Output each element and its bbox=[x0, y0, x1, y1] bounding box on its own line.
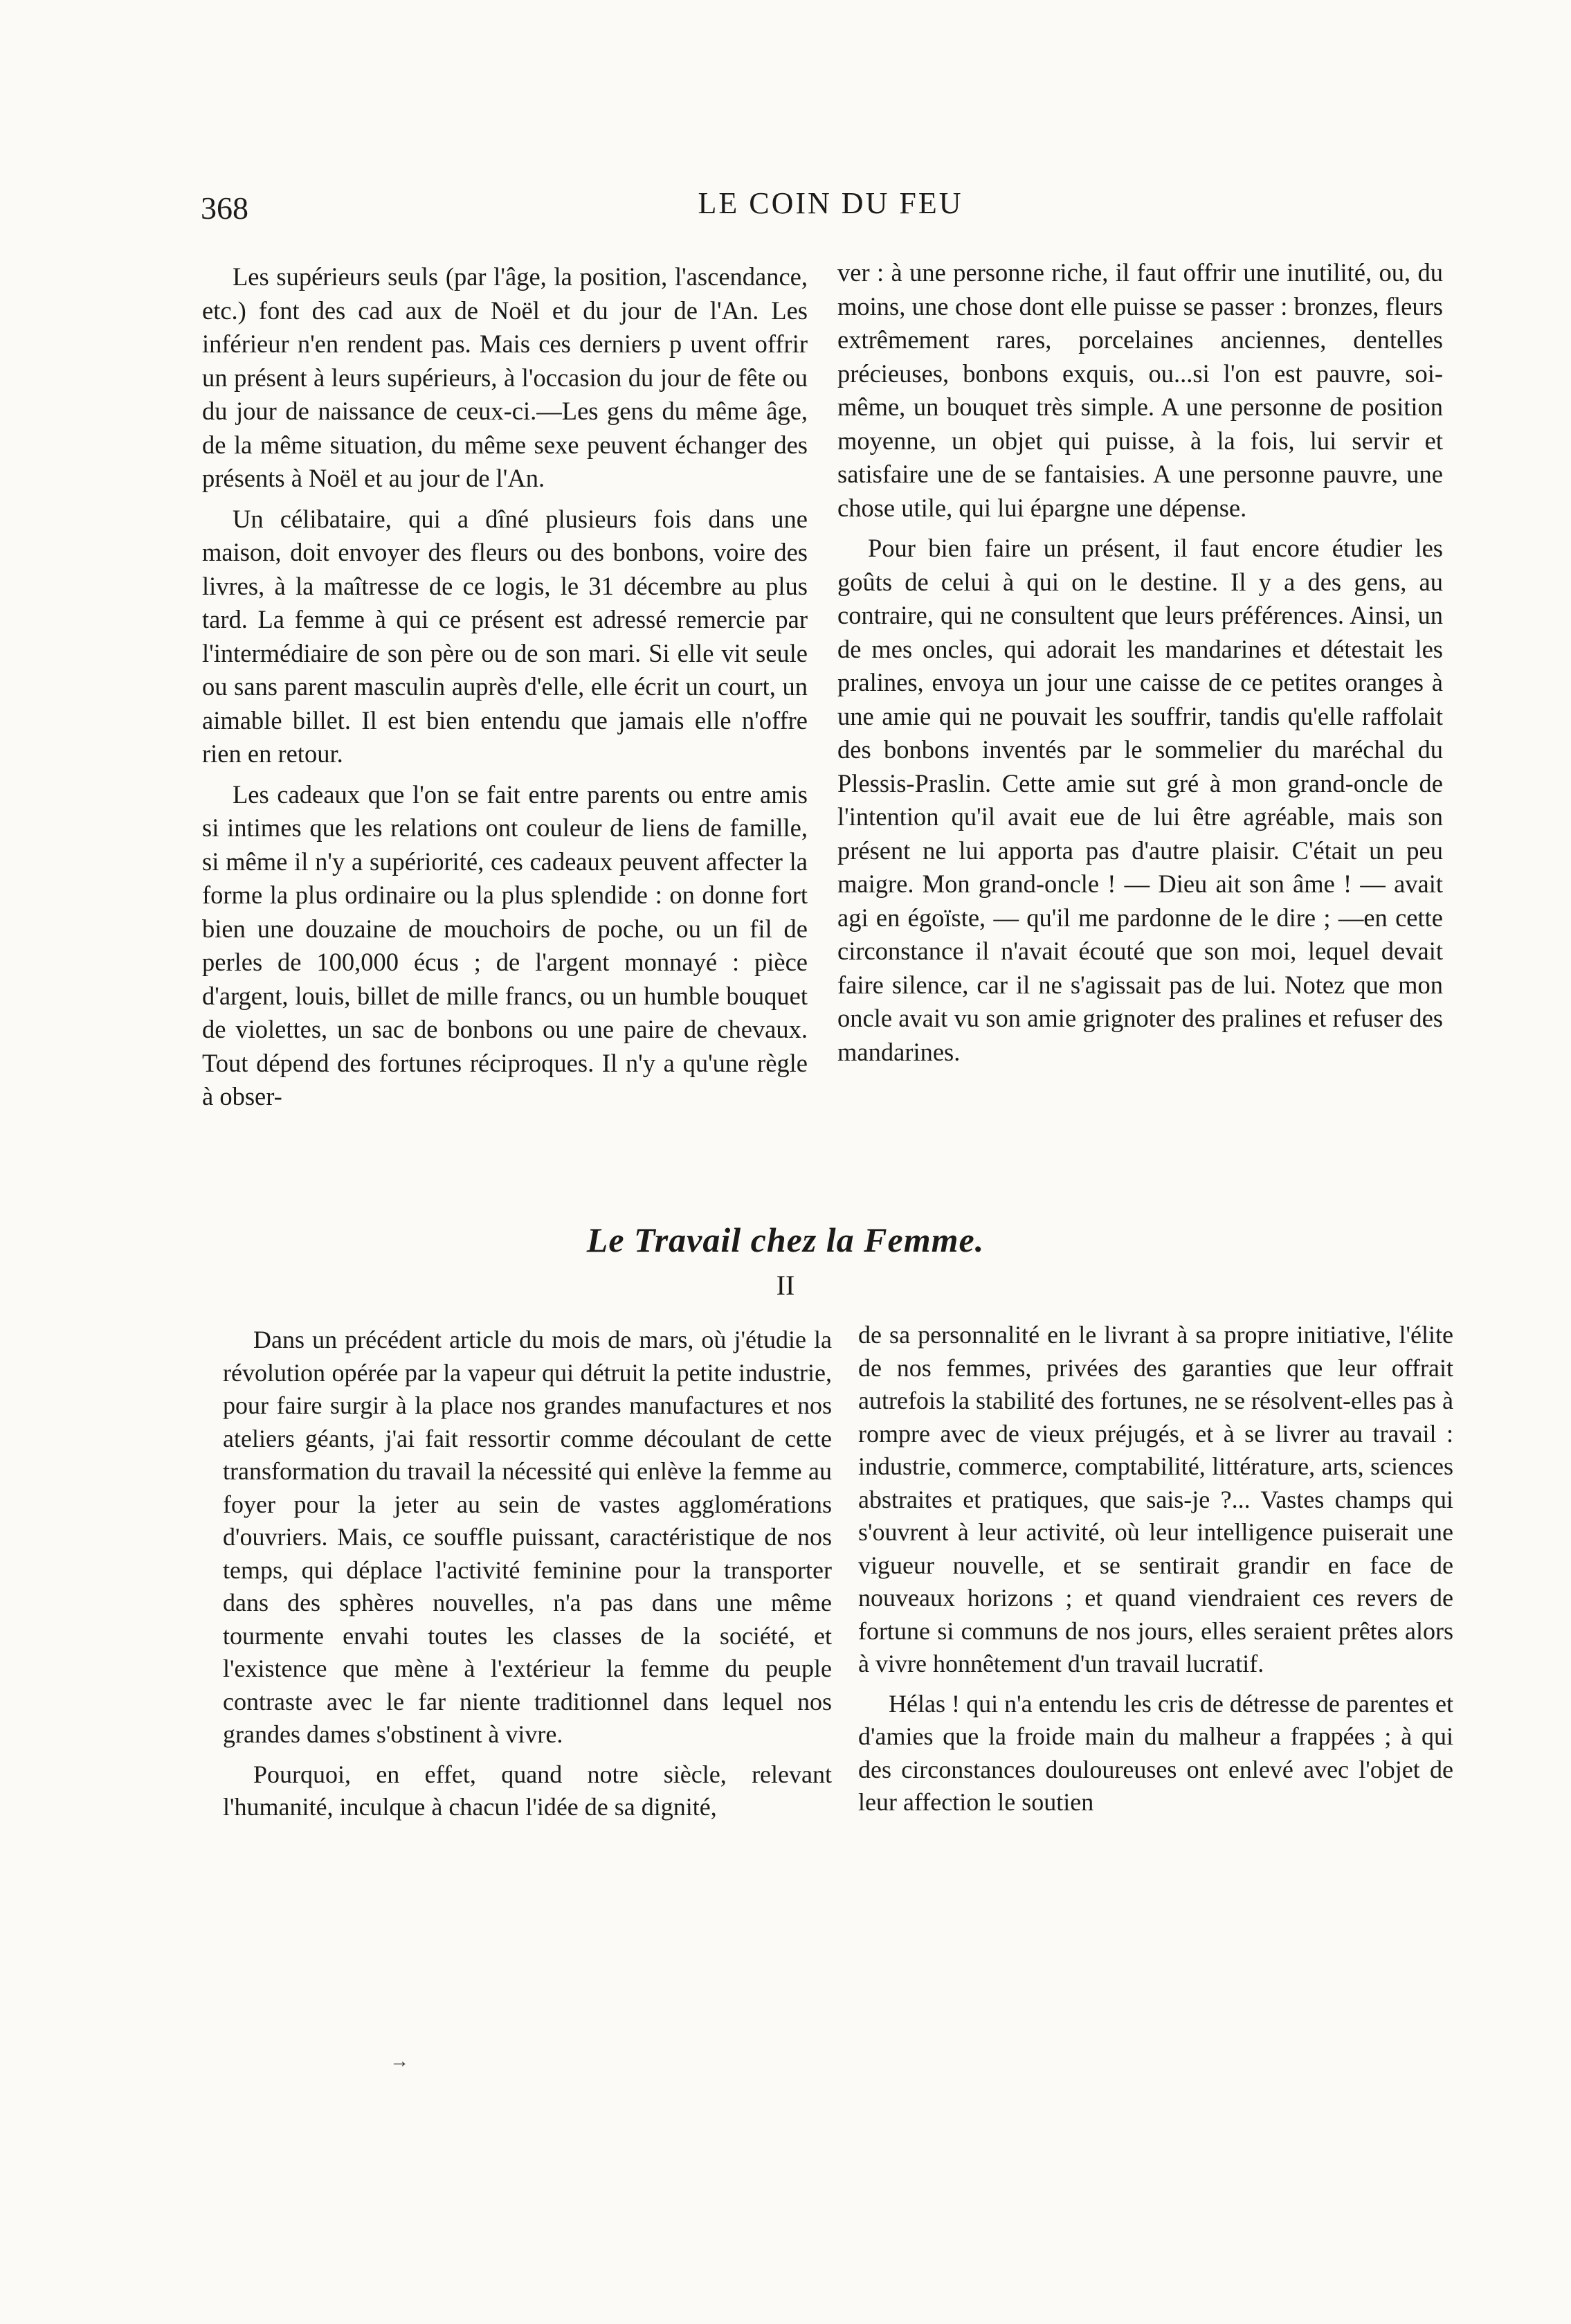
page-number: 368 bbox=[201, 190, 248, 226]
section1-left-column bbox=[202, 260, 808, 1121]
article-left-column bbox=[223, 1324, 832, 1831]
page-header bbox=[201, 186, 1460, 241]
paragraph: Un célibataire, qui a dîné plusieurs fois dans une maison, doit envoyer des fleurs ou des bonbons, voire des livres, à la maîtresse de ce logis, le 31 décembre au plus tard. La femme à qui ce présent est adressé remercie par l'intermédiaire de son père ou de son mari. Si elle vit seule ou sans parent masculin auprès d'elle, elle écrit un court, un aimable billet. Il est bien entendu que jamais elle n'offre rien en retour. bbox=[202, 504, 808, 768]
article-right-column bbox=[858, 1319, 1453, 1826]
paragraph: ver : à une personne riche, il faut offrir une inutilité, ou, du moins, une chose dont elle puisse se passer : bronzes, fleurs extrêmement rares, porcelaines anciennes, dentelles précieuses, bonbons exquis, ou...si l'on est pauvre, soi-même, un bouquet très simple. A une personne de position moyenne, un objet qui puisse, à la fois, lui servir et satisfaire une de se fantaisies. A une personne pauvre, une chose utile, qui lui épargne une dépense. bbox=[837, 258, 1443, 522]
paragraph: de sa personnalité en le livrant à sa propre initiative, l'élite de nos femmes, privées des garanties que leur offrait autrefois la stabilité des fortunes, ne se résolvent-elles pas à rompre avec de vieux préjugés, et à se livrer au travail : industrie, commerce, comptabilité, littérature, arts, sciences abstraites et pratiques, que sais-je ?... Vastes champs qui s'ouvrent à leur activité, où leur intelligence puiserait une vigueur nouvelle, et se sentirait grandir en face de nouveaux horizons ; et quand viendraient ces revers de fortune si communs de nos jours, elles seraient prêtes alors à vivre honnêtement d'un travail lucratif. bbox=[858, 1321, 1453, 1677]
section1-right-column bbox=[837, 256, 1443, 1076]
paragraph: Hélas ! qui n'a entendu les cris de détresse de parentes et d'amies que la froide main du malheur a frappées ; à qui des circonstances douloureuses ont enlevé avec l'objet de leur affection le soutien bbox=[858, 1689, 1453, 1816]
paragraph: Pour bien faire un présent, il faut encore étudier les goûts de celui à qui on le destine. Il y a des gens, au contraire, qui ne consultent que leurs préférences. Ainsi, un de mes oncles, qui adorait les mandarines et détestait les pralines, envoya un jour une caisse de ce petites oranges à une amie qui ne pouvait les souffrir, tandis qu'elle raffolait des bonbons inventés par le sommelier du maréchal du Plessis-Praslin. Cette amie sut gré à mon grand-oncle de l'intention qu'il avait eue de lui être agréable, mais son présent ne lui apporta pas d'autre plaisir. C'était un peu maigre. Mon grand-oncle ! — Dieu ait son âme ! — avait agi en égoïste, — qu'il me pardonne de le dire ; —en cette circonstance il n'avait écouté que son moi, lequel devait faire silence, car il ne s'agissait pas de lui. Notez que mon oncle avait vu son amie grignoter des pralines et refuser des mandarines. bbox=[837, 534, 1443, 1066]
paragraph: Dans un précédent article du mois de mars, où j'étudie la révolution opérée par la vapeur qui détruit la petite industrie, pour faire surgir à la place nos grandes manufactures et nos ateliers géants, j'ai fait ressortir comme découlant de cette transformation du travail la nécessité qui enlève la femme au foyer pour la jeter au sein de vastes agglomérations d'ouvriers. Mais, ce souffle puissant, caractéristique de nos temps, qui déplace l'activité feminine pour la transporter dans des sphères nouvelles, n'a pas dans une même tourmente envahi toutes les classes de la société, et l'existence que mène à l'extérieur la femme du peuple contraste avec le far niente traditionnel dans lequel nos grandes dames s'obstinent à vivre. bbox=[223, 1326, 832, 1748]
article-part-number: II bbox=[776, 1270, 795, 1301]
paragraph: Les supérieurs seuls (par l'âge, la position, l'ascendance, etc.) font des cad aux de Noël et du jour de l'An. Les inférieur n'en rendent pas. Mais ces derniers p uvent offrir un présent à leurs supérieurs, à l'occasion du jour de fête ou du jour de naissance de ceux-ci.—Les gens du même âge, de la même situation, du même sexe peuvent échanger des présents à Noël et au jour de l'An. bbox=[202, 262, 808, 492]
stray-mark: → bbox=[390, 2051, 409, 2072]
paragraph: Les cadeaux que l'on se fait entre parents ou entre amis si intimes que les relations ont couleur de liens de famille, si même il n'y a supériorité, ces cadeaux peuvent affecter la forme la plus ordinaire ou la plus splendide : on donne fort bien une douzaine de mouchoirs de poche, ou un fil de perles de 100,000 écus ; de l'argent monnayé : pièce d'argent, louis, billet de mille francs, ou un humble bouquet de violettes, un sac de bonbons ou une paire de chevaux. Tout dépend des fortunes réciproques. Il n'y a qu'une règle à obser- bbox=[202, 780, 808, 1110]
paragraph: Pourquoi, en effet, quand notre siècle, relevant l'humanité, inculque à chacun l'idée de sa dignité, bbox=[223, 1760, 832, 1821]
article-title: Le Travail chez la Femme. bbox=[586, 1220, 985, 1259]
running-title: LE COIN DU FEU bbox=[698, 186, 963, 220]
